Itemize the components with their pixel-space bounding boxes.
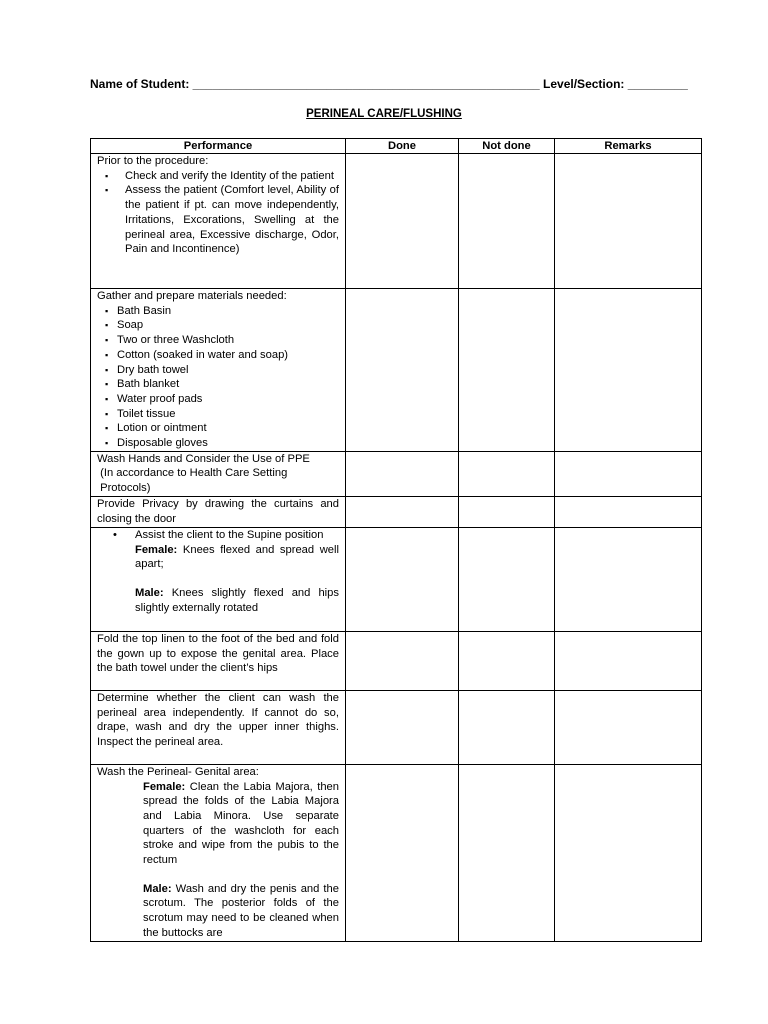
female-instruction: Female: Clean the Labia Majora, then spread the folds of the Labia Majora and Labia Minora. Use separate quarters of the washcloth for each stroke and wipe from the pubis to the rectum	[143, 780, 339, 867]
column-header-done: Done	[346, 139, 459, 154]
step-heading: Gather and prepare materials needed:	[97, 290, 287, 302]
not-done-cell[interactable]	[459, 451, 555, 496]
list-item: ▪ Check and verify the Identity of the patient	[97, 169, 339, 184]
student-info-line: Name of Student: ____________________________________________________ Level/Section: _________	[90, 77, 688, 91]
done-cell[interactable]	[346, 764, 459, 941]
list-item: ▪ Dry bath towel	[97, 363, 339, 378]
not-done-cell[interactable]	[459, 527, 555, 631]
list-item: ▪ Assess the patient (Comfort level, Ability of the patient if pt. can move independently, Irritations, Excorations, Swelling at the perineal area, Excessive discharge, Odor, Pain and Incontinence)	[97, 183, 339, 257]
list-item: ▪ Soap	[97, 318, 339, 333]
not-done-cell[interactable]	[459, 631, 555, 690]
done-cell[interactable]	[346, 527, 459, 631]
list-item: ▪ Disposable gloves	[97, 436, 339, 451]
list-item: ▪ Toilet tissue	[97, 407, 339, 422]
step-text: Wash Hands and Consider the Use of PPE	[97, 452, 310, 465]
performance-cell: Fold the top linen to the foot of the bed and fold the gown up to expose the genital area. Place the bath towel under the client’s hips	[91, 631, 346, 690]
procedure-checklist-table	[90, 138, 702, 942]
column-header-remarks: Remarks	[555, 139, 702, 154]
done-cell[interactable]	[346, 496, 459, 527]
column-header-performance: Performance	[91, 139, 346, 154]
not-done-cell[interactable]	[459, 154, 555, 289]
step-text: Protocols)	[97, 482, 151, 495]
table-row	[91, 764, 702, 941]
remarks-cell[interactable]	[555, 496, 702, 527]
table-row	[91, 154, 702, 289]
done-cell[interactable]	[346, 690, 459, 764]
remarks-cell[interactable]	[555, 631, 702, 690]
not-done-cell[interactable]	[459, 289, 555, 452]
list-item: ▪ Bath Basin	[97, 304, 339, 319]
done-cell[interactable]	[346, 289, 459, 452]
done-cell[interactable]	[346, 154, 459, 289]
list-item: ▪ Bath blanket	[97, 377, 339, 392]
step-text: (In accordance to Health Care Setting	[97, 467, 288, 480]
male-instruction: Male: Knees slightly flexed and hips slightly externally rotated	[135, 586, 339, 614]
list-item: ▪ Water proof pads	[97, 392, 339, 407]
female-instruction: Female: Knees flexed and spread well apart;	[135, 543, 339, 571]
table-row	[91, 527, 702, 631]
not-done-cell[interactable]	[459, 496, 555, 527]
table-row	[91, 451, 702, 496]
table-row	[91, 631, 702, 690]
list-item: • Assist the client to the Supine position	[97, 528, 339, 543]
list-item: ▪ Two or three Washcloth	[97, 333, 339, 348]
performance-cell	[91, 451, 346, 496]
male-instruction: Male: Wash and dry the penis and the scrotum. The posterior folds of the scrotum may need to be cleaned when the buttocks are	[143, 882, 339, 939]
step-heading: Wash the Perineal- Genital area:	[97, 765, 259, 778]
table-header-row	[91, 139, 702, 154]
page-title: PERINEAL CARE/FLUSHING	[306, 108, 462, 120]
performance-cell	[91, 764, 346, 941]
done-cell[interactable]	[346, 451, 459, 496]
performance-cell: Provide Privacy by drawing the curtains and closing the door	[91, 496, 346, 527]
remarks-cell[interactable]	[555, 451, 702, 496]
step-heading: Prior to the procedure:	[97, 155, 209, 167]
column-header-not-done: Not done	[459, 139, 555, 154]
list-item: ▪ Cotton (soaked in water and soap)	[97, 348, 339, 363]
not-done-cell[interactable]	[459, 764, 555, 941]
list-item: ▪ Lotion or ointment	[97, 421, 339, 436]
remarks-cell[interactable]	[555, 527, 702, 631]
performance-cell	[91, 527, 346, 631]
remarks-cell[interactable]	[555, 764, 702, 941]
table-row	[91, 690, 702, 764]
table-row	[91, 289, 702, 452]
remarks-cell[interactable]	[555, 690, 702, 764]
remarks-cell[interactable]	[555, 154, 702, 289]
done-cell[interactable]	[346, 631, 459, 690]
not-done-cell[interactable]	[459, 690, 555, 764]
performance-cell	[91, 289, 346, 452]
performance-cell	[91, 154, 346, 289]
remarks-cell[interactable]	[555, 289, 702, 452]
performance-cell: Determine whether the client can wash the perineal area independently. If cannot do so, drape, wash and dry the upper inner thighs. Inspect the perineal area.	[91, 690, 346, 764]
table-row	[91, 496, 702, 527]
